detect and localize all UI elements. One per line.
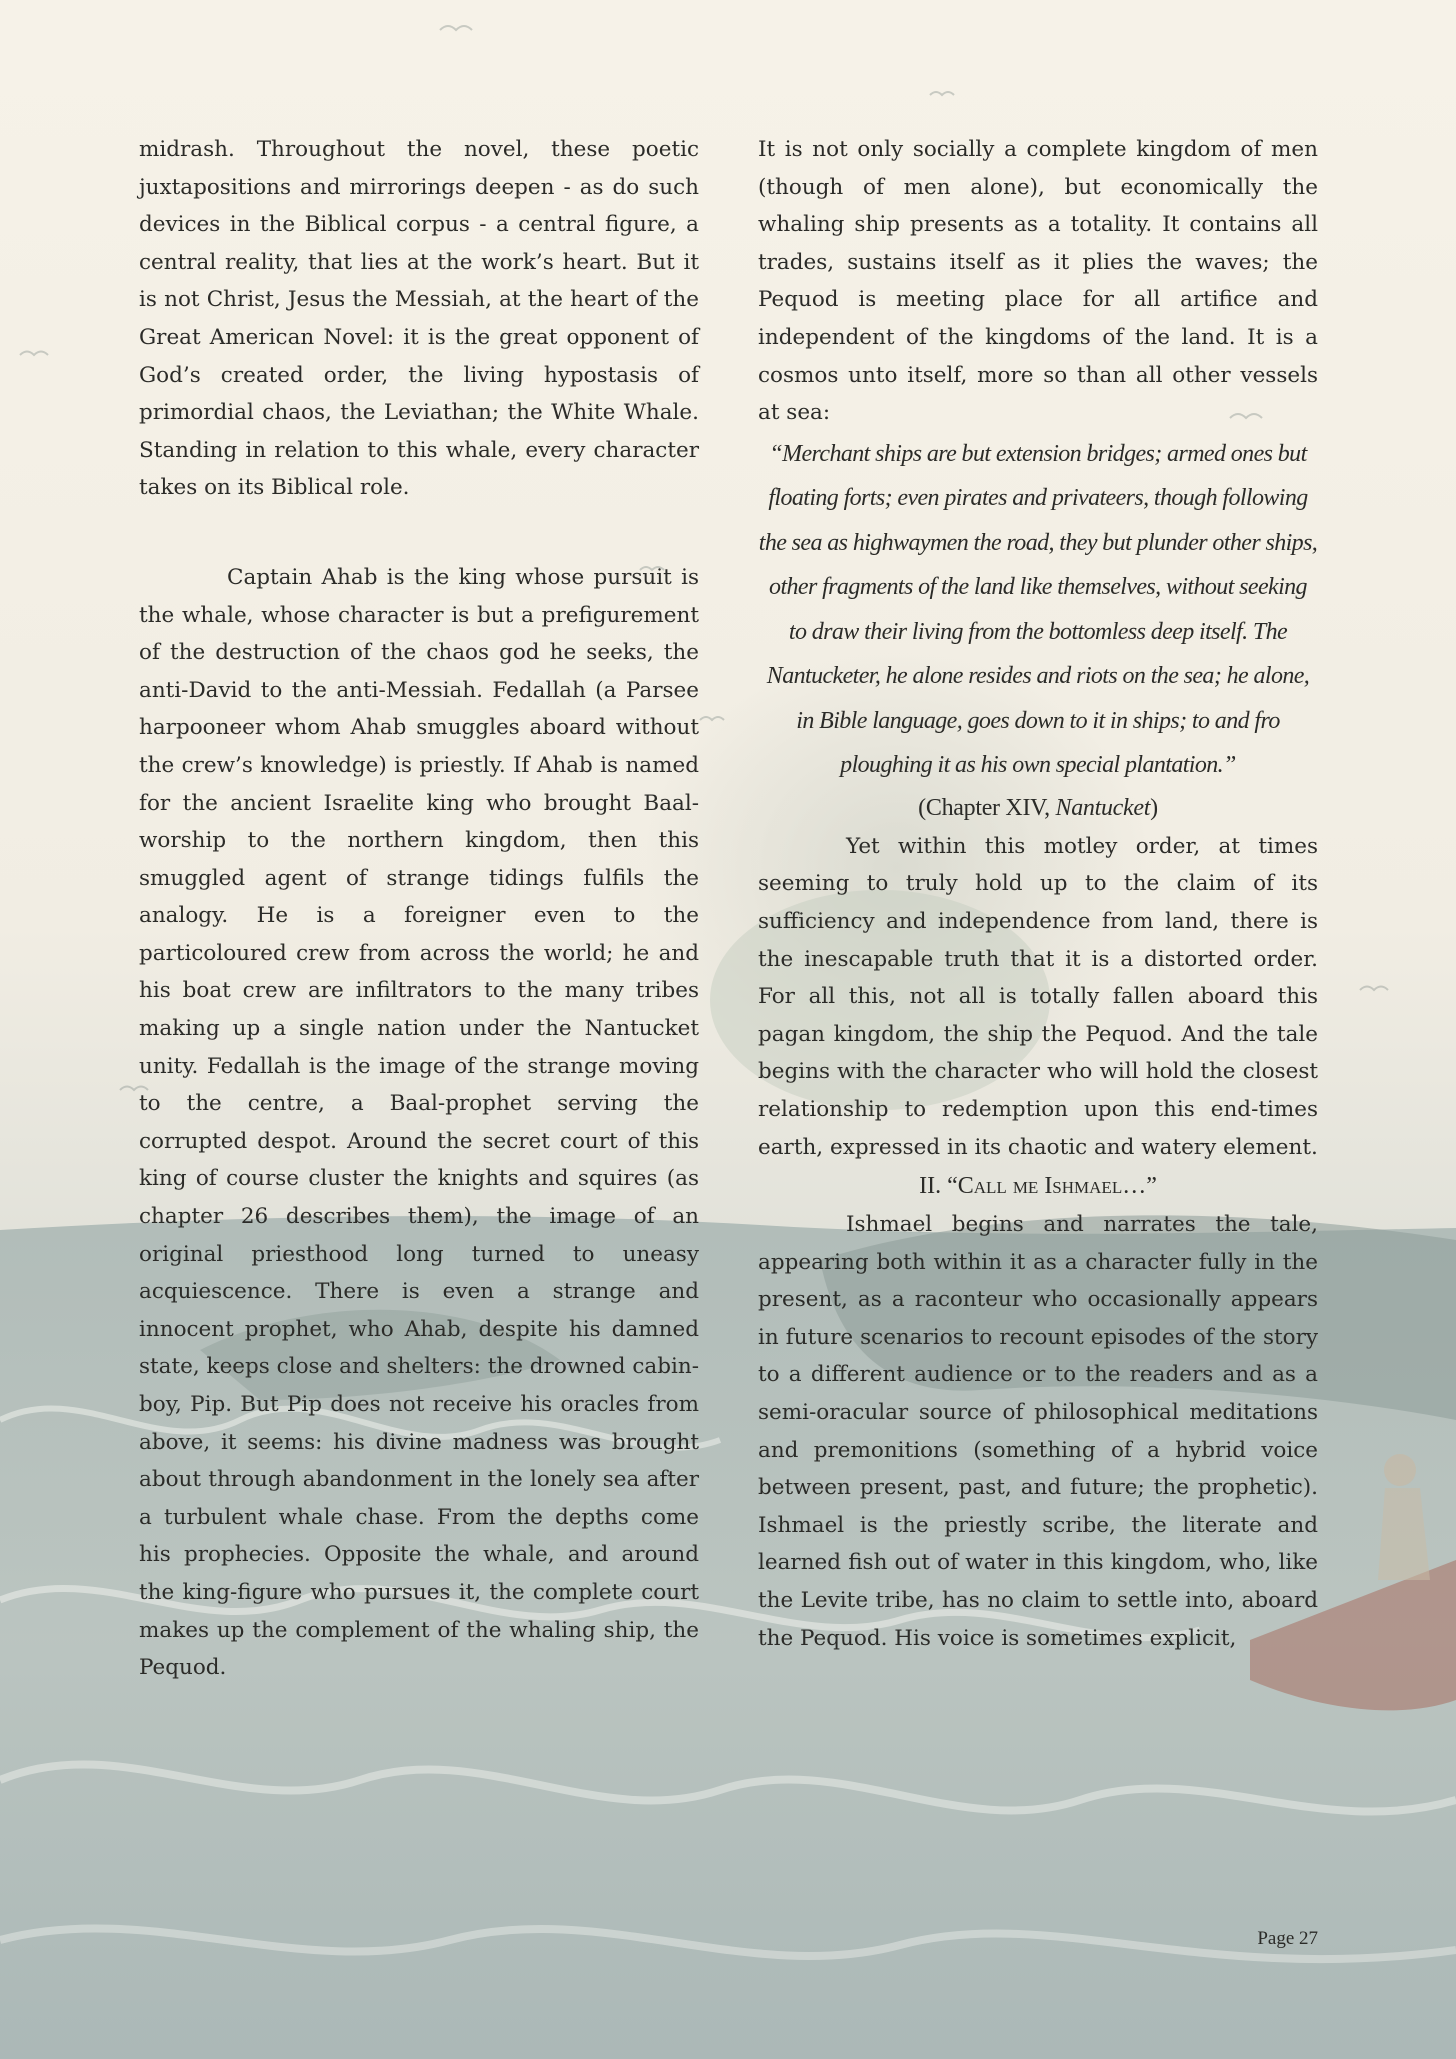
body-paragraph: midrash. Throughout the novel, these poetic juxtapositions and mirrorings deepen - as do such devices in the Biblical corpus - a central figure, a central reality, that lies at the work’s heart. But it is not Christ, Jesus the Messiah, at the heart of the Great American Novel: it is the great opponent of God’s created order, the living hypostasis of primordial chaos, the Leviathan; the White Whale. Standing in relation to this whale, every character takes on its Biblical role. <box>139 137 699 501</box>
quote-citation <box>758 788 1318 828</box>
citation-title: Nantucket <box>1055 794 1151 821</box>
body-paragraph: Yet within this motley order, at times seeming to truly hold up to the claim of its sufficiency and independence from land, there is the inescapable truth that it is a distorted order. For all this, not all is totally fallen aboard this pagan kingdom, the ship the Pequod. And the tale begins with the character who will hold the closest relationship to redemption upon this end-times earth, expressed in its chaotic and watery element. <box>758 833 1318 1160</box>
body-paragraph: It is not only socially a complete kingdom of men (though of men alone), but economically the whaling ship presents as a totality. It contains all trades, sustains itself as it plies the waves; the Pequod is meeting place for all artifice and independent of the kingdoms of the land. It is a cosmos unto itself, more so than all other vessels at sea: <box>758 137 1318 426</box>
left-column <box>139 131 699 1687</box>
body-paragraph: Ishmael begins and narrates the tale, appearing both within it as a character fully in the present, as a raconteur who occasionally appears in future scenarios to recount episodes of the story to a different audience or to the readers and as a semi-oracular source of philosophical meditations and premonitions (something of a hybrid voice between present, past, and future; the prophetic). Ishmael is the priestly scribe, the literate and learned fish out of water in this kingdom, who, like the Levite tribe, has no claim to settle into, aboard the Pequod. His voice is sometimes explicit, <box>758 1212 1318 1651</box>
section-heading: II. “Call me Ishmael…” <box>919 1173 1157 1200</box>
body-paragraph: Captain Ahab is the king whose pursuit is the whale, whose character is but a prefigurement of the destruction of the chaos god he seeks, the anti-David to the anti-Messiah. Fedallah (a Parsee harpooneer whom Ahab smuggles aboard without the crew’s knowledge) is priestly. If Ahab is named for the ancient Israelite king who brought Baal-worship to the northern kingdom, then this smuggled agent of strange tidings fulfils the analogy. He is a foreigner even to the particoloured crew from across the world; he and his boat crew are infiltrators to the many tribes making up a single nation under the Nantucket unity. Fedallah is the image of the strange moving to the centre, a Baal-prophet serving the corrupted despot. Around the secret court of this king of course cluster the knights and squires (as chapter 26 describes them), the image of an original priesthood long turned to uneasy acquiescence. There is even a strange and innocent prophet, who Ahab, despite his damned state, keeps close and shelters: the drowned cabin-boy, Pip. But Pip does not receive his oracles from above, it seems: his divine madness was brought about through abandonment in the lonely sea after a turbulent whale chase. From the depths come his prophecies. Opposite the whale, and around the king-figure who pursues it, the complete court makes up the complement of the whaling ship, the Pequod. <box>139 564 699 1681</box>
right-column <box>758 131 1318 1657</box>
citation-suffix: ) <box>1150 794 1158 821</box>
block-quote: “Merchant ships are but extension bridges; armed ones but floating forts; even pirates and privateers, though following the sea as highwaymen the road, they but plunder other ships, other fragments of the land like themselves, without seeking to draw their living from the bottomless deep itself. The Nantucketer, he alone resides and riots on the sea; he alone, in Bible language, goes down to it in ships; to and fro ploughing it as his own special plantation.” <box>758 440 1318 779</box>
page-number: Page 27 <box>1257 1928 1318 1949</box>
citation-prefix: (Chapter XIV, <box>918 794 1056 821</box>
